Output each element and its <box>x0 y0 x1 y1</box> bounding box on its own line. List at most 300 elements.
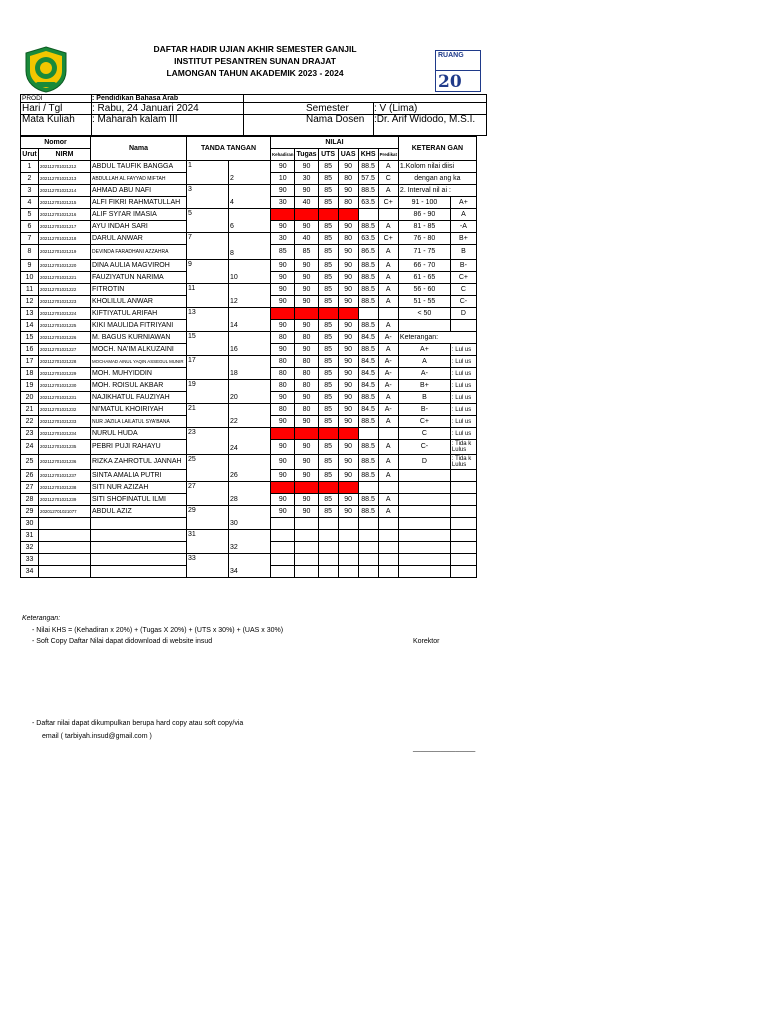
cell-nama: NAJIKHATUL FAUZIYAH <box>91 392 187 404</box>
cell-khs <box>358 542 378 554</box>
cell-predikat: A <box>378 344 398 356</box>
cell-nirm: 202112701021224 <box>39 308 91 320</box>
cell-signature-left: 15 <box>187 332 229 344</box>
cell-signature-left <box>187 296 229 308</box>
keterangan-grade: A+ <box>450 197 476 209</box>
cell-signature-right <box>229 455 271 470</box>
keterangan-interval: B- <box>398 404 450 416</box>
cell-tugas: 80 <box>295 368 318 380</box>
cell-predikat: A <box>378 416 398 428</box>
cell-uas: 90 <box>338 455 358 470</box>
cell-uts: 85 <box>318 296 338 308</box>
cell-predikat: A <box>378 245 398 260</box>
keterangan-interval <box>398 518 450 530</box>
cell-signature-left <box>187 470 229 482</box>
cell-urut: 26 <box>21 470 39 482</box>
keterangan-interval: C+ <box>398 416 450 428</box>
cell-khs: 88.5 <box>358 296 378 308</box>
cell-nama: MOCH. NA'IM ALKUZAINI <box>91 344 187 356</box>
table-row <box>21 296 477 308</box>
cell-khs: 88.5 <box>358 185 378 197</box>
cell-uas <box>338 482 358 494</box>
keterangan-note: 1.Kolom nilai diisi <box>398 161 476 173</box>
keterangan-interval <box>398 542 450 554</box>
cell-nirm: 202112701021231 <box>39 392 91 404</box>
cell-uas <box>338 566 358 578</box>
table-row <box>21 494 477 506</box>
cell-signature-right: 20 <box>229 392 271 404</box>
cell-signature-right: 4 <box>229 197 271 209</box>
cell-signature-left <box>187 566 229 578</box>
cell-khs: 88.5 <box>358 260 378 272</box>
cell-khs <box>358 428 378 440</box>
cell-urut: 24 <box>21 440 39 455</box>
cell-tugas: 90 <box>295 416 318 428</box>
cell-signature-right <box>229 161 271 173</box>
info-block <box>20 94 487 136</box>
cell-tugas: 90 <box>295 344 318 356</box>
cell-tugas: 90 <box>295 161 318 173</box>
cell-uts <box>318 554 338 566</box>
cell-kehadiran: 90 <box>271 284 295 296</box>
keterangan-interval: C- <box>398 440 450 455</box>
cell-nirm: 202112701021233 <box>39 416 91 428</box>
cell-kehadiran <box>271 308 295 320</box>
keterangan-grade: C+ <box>450 272 476 284</box>
keterangan-interval <box>398 506 450 518</box>
cell-predikat: A <box>378 392 398 404</box>
keterangan-grade <box>450 494 476 506</box>
cell-khs: 84.5 <box>358 380 378 392</box>
keterangan-interval <box>398 320 450 332</box>
cell-signature-left: 5 <box>187 209 229 221</box>
cell-nirm: 202112701021229 <box>39 368 91 380</box>
institute-logo <box>22 45 70 93</box>
doc-title-line3: LAMONGAN TAHUN AKADEMIK 2023 - 2024 <box>166 68 344 78</box>
cell-khs: 84.5 <box>358 332 378 344</box>
cell-nama: KHOLILUL ANWAR <box>91 296 187 308</box>
cell-khs: 84.5 <box>358 368 378 380</box>
cell-kehadiran: 90 <box>271 455 295 470</box>
ruang-label: RUANG <box>436 51 480 71</box>
keterangan-interval: 91 - 100 <box>398 197 450 209</box>
cell-predikat <box>378 209 398 221</box>
cell-nama: ABDULLAH AL FAYYAD MIFTAH <box>91 173 187 185</box>
cell-nama: NI'MATUL KHOIRIYAH <box>91 404 187 416</box>
cell-predikat: A <box>378 494 398 506</box>
cell-nirm <box>39 530 91 542</box>
cell-signature-right: 16 <box>229 344 271 356</box>
cell-uas: 90 <box>338 506 358 518</box>
cell-signature-left <box>187 272 229 284</box>
cell-uas: 90 <box>338 470 358 482</box>
keterangan-grade: : Lul us <box>450 416 476 428</box>
cell-signature-right: 2 <box>229 173 271 185</box>
hari-label: Hari / Tgl <box>22 103 63 114</box>
cell-kehadiran: 90 <box>271 221 295 233</box>
cell-kehadiran: 10 <box>271 173 295 185</box>
table-row <box>21 260 477 272</box>
cell-tugas <box>295 518 318 530</box>
keterangan-interval: 81 - 85 <box>398 221 450 233</box>
cell-kehadiran: 90 <box>271 494 295 506</box>
dosen-label: Nama Dosen <box>243 115 373 135</box>
cell-nirm: 202112701021237 <box>39 470 91 482</box>
cell-khs <box>358 518 378 530</box>
cell-predikat: A <box>378 455 398 470</box>
cell-urut: 1 <box>21 161 39 173</box>
keterangan-interval <box>398 566 450 578</box>
cell-signature-right <box>229 428 271 440</box>
hari-value: : Rabu, 24 Januari 2024 <box>91 103 242 114</box>
cell-tugas: 90 <box>295 470 318 482</box>
cell-signature-right <box>229 380 271 392</box>
korektor-label: Korektor <box>413 638 440 645</box>
cell-nama: AYU INDAH SARI <box>91 221 187 233</box>
table-row <box>21 542 477 554</box>
keterangan-grade: : Lul us <box>450 368 476 380</box>
cell-predikat <box>378 308 398 320</box>
prodi-value: : Pendidikan Bahasa Arab <box>91 95 242 102</box>
cell-urut: 2 <box>21 173 39 185</box>
cell-predikat <box>378 530 398 542</box>
cell-khs: 86.5 <box>358 245 378 260</box>
keterangan-note: dengan ang ka <box>398 173 476 185</box>
table-row <box>21 392 477 404</box>
cell-signature-right <box>229 233 271 245</box>
keterangan-grade: : Tida k Lulus <box>450 440 476 455</box>
cell-uas: 90 <box>338 404 358 416</box>
ruang-number: 20 <box>438 72 462 92</box>
cell-uts: 85 <box>318 197 338 209</box>
cell-kehadiran: 80 <box>271 404 295 416</box>
cell-predikat: A- <box>378 356 398 368</box>
cell-nirm: 202112701021223 <box>39 296 91 308</box>
cell-signature-right <box>229 554 271 566</box>
cell-kehadiran: 90 <box>271 416 295 428</box>
cell-nirm: 202112701021222 <box>39 284 91 296</box>
cell-nirm <box>39 542 91 554</box>
cell-khs: 88.5 <box>358 272 378 284</box>
cell-signature-left <box>187 368 229 380</box>
mk-label: Mata Kuliah <box>22 115 75 125</box>
cell-signature-left: 11 <box>187 284 229 296</box>
cell-signature-right <box>229 284 271 296</box>
cell-kehadiran: 90 <box>271 161 295 173</box>
keterangan-grade: D <box>450 308 476 320</box>
cell-tugas: 80 <box>295 332 318 344</box>
cell-signature-left: 1 <box>187 161 229 173</box>
cell-kehadiran: 80 <box>271 332 295 344</box>
cell-tugas <box>295 530 318 542</box>
mk-value: : Maharah kalam III <box>91 115 242 135</box>
cell-nama: MOH. ROISUL AKBAR <box>91 380 187 392</box>
table-row <box>21 197 477 209</box>
keterangan-interval <box>398 494 450 506</box>
cell-uas <box>338 530 358 542</box>
keterangan-interval: A+ <box>398 344 450 356</box>
cell-uas: 90 <box>338 416 358 428</box>
cell-nama <box>91 554 187 566</box>
cell-nirm: 202112701021238 <box>39 482 91 494</box>
keterangan-interval: 66 - 70 <box>398 260 450 272</box>
cell-signature-left <box>187 245 229 260</box>
doc-title-line2: INSTITUT PESANTREN SUNAN DRAJAT <box>174 56 336 66</box>
keterangan-interval <box>398 482 450 494</box>
keterangan-interval: 71 - 75 <box>398 245 450 260</box>
cell-signature-left: 19 <box>187 380 229 392</box>
cell-tugas: 80 <box>295 380 318 392</box>
cell-uts: 85 <box>318 356 338 368</box>
cell-nama: RIZKA ZAHROTUL JANNAH <box>91 455 187 470</box>
keterangan-grade: B <box>450 245 476 260</box>
cell-signature-left <box>187 320 229 332</box>
table-row <box>21 272 477 284</box>
cell-nama: ABDUL TAUFIK BANGGA <box>91 161 187 173</box>
cell-khs: 88.5 <box>358 344 378 356</box>
cell-signature-right <box>229 356 271 368</box>
cell-predikat: A <box>378 260 398 272</box>
cell-signature-right <box>229 506 271 518</box>
cell-signature-right <box>229 404 271 416</box>
cell-uts: 85 <box>318 161 338 173</box>
cell-kehadiran <box>271 518 295 530</box>
cell-uts <box>318 428 338 440</box>
cell-urut: 8 <box>21 245 39 260</box>
cell-urut: 7 <box>21 233 39 245</box>
keterangan-grade: C <box>450 284 476 296</box>
cell-khs: 88.5 <box>358 470 378 482</box>
cell-nirm: 202112701021227 <box>39 344 91 356</box>
cell-uas: 90 <box>338 272 358 284</box>
cell-uas <box>338 542 358 554</box>
cell-tugas: 90 <box>295 455 318 470</box>
cell-signature-right <box>229 185 271 197</box>
col-uas: UAS <box>338 149 358 161</box>
table-row <box>21 161 477 173</box>
cell-nirm: 202112701021221 <box>39 272 91 284</box>
dosen-value: :Dr. Arif Widodo, M.S.I. <box>373 115 488 135</box>
keterangan-interval: B+ <box>398 380 450 392</box>
cell-urut: 33 <box>21 554 39 566</box>
doc-title-line1: DAFTAR HADIR UJIAN AKHIR SEMESTER GANJIL <box>153 44 357 54</box>
cell-urut: 18 <box>21 368 39 380</box>
cell-urut: 5 <box>21 209 39 221</box>
cell-khs: 88.5 <box>358 416 378 428</box>
cell-signature-left: 25 <box>187 455 229 470</box>
cell-uas: 90 <box>338 185 358 197</box>
cell-uas: 90 <box>338 380 358 392</box>
cell-predikat <box>378 518 398 530</box>
cell-uts: 85 <box>318 404 338 416</box>
cell-nama: DINA AULIA MAGVIROH <box>91 260 187 272</box>
keterangan-grade: : Tida k Lulus <box>450 455 476 470</box>
table-row <box>21 440 477 455</box>
cell-urut: 25 <box>21 455 39 470</box>
cell-urut: 17 <box>21 356 39 368</box>
col-tanda-tangan: TANDA TANGAN <box>187 137 271 161</box>
table-row <box>21 380 477 392</box>
keterangan-note: 2. Interval nil ai : <box>398 185 476 197</box>
cell-nama: DEVINDA FARADHANI AZZAHRA <box>91 245 187 260</box>
cell-urut: 31 <box>21 530 39 542</box>
table-row <box>21 530 477 542</box>
cell-nama: SITI NUR AZIZAH <box>91 482 187 494</box>
cell-tugas <box>295 209 318 221</box>
cell-signature-right: 30 <box>229 518 271 530</box>
cell-nama: KIFTIYATUL ARIFAH <box>91 308 187 320</box>
cell-uts: 85 <box>318 260 338 272</box>
table-row <box>21 455 477 470</box>
col-keterangan: KETERAN GAN <box>398 137 476 161</box>
cell-tugas <box>295 542 318 554</box>
cell-uts: 85 <box>318 185 338 197</box>
keterangan-grade <box>450 554 476 566</box>
cell-nama: ALIF SYI'AR IMASIA <box>91 209 187 221</box>
keterangan-interval <box>398 530 450 542</box>
note-softcopy: - Soft Copy Daftar Nilai dapat didownload di website insud <box>32 638 213 645</box>
cell-nirm <box>39 518 91 530</box>
cell-nama: NURUL HUDA <box>91 428 187 440</box>
cell-uas <box>338 518 358 530</box>
cell-kehadiran <box>271 530 295 542</box>
table-row <box>21 332 477 344</box>
cell-signature-right <box>229 332 271 344</box>
table-row <box>21 209 477 221</box>
keterangan-grade: A <box>450 209 476 221</box>
keterangan-grade: : Lul us <box>450 356 476 368</box>
cell-signature-left: 7 <box>187 233 229 245</box>
cell-tugas: 90 <box>295 440 318 455</box>
cell-uts <box>318 542 338 554</box>
cell-nama: MOCHAMAD AINUL YAQIN ASSEGUL MUNIR <box>91 356 187 368</box>
cell-khs: 84.5 <box>358 356 378 368</box>
cell-uas <box>338 308 358 320</box>
cell-nirm: 202112701021239 <box>39 494 91 506</box>
cell-nama <box>91 566 187 578</box>
cell-nirm: 202112701021226 <box>39 332 91 344</box>
cell-tugas: 85 <box>295 245 318 260</box>
cell-nama: KIKI MAULIDA FITRIYANI <box>91 320 187 332</box>
prodi-label: PRODI <box>22 95 43 102</box>
cell-uas: 90 <box>338 260 358 272</box>
cell-nama <box>91 530 187 542</box>
table-row <box>21 308 477 320</box>
keterangan-grade: : Lul us <box>450 392 476 404</box>
cell-uas: 90 <box>338 296 358 308</box>
cell-uts: 85 <box>318 455 338 470</box>
keterangan-grade: B- <box>450 260 476 272</box>
notes-title: Keterangan: <box>22 615 61 622</box>
cell-tugas: 90 <box>295 494 318 506</box>
cell-predikat: A <box>378 470 398 482</box>
table-row <box>21 356 477 368</box>
cell-kehadiran <box>271 209 295 221</box>
cell-predikat: C+ <box>378 197 398 209</box>
keterangan-grade <box>450 530 476 542</box>
cell-predikat <box>378 482 398 494</box>
cell-uts: 85 <box>318 245 338 260</box>
cell-kehadiran: 90 <box>271 470 295 482</box>
ruang-box <box>435 50 481 92</box>
cell-kehadiran: 80 <box>271 368 295 380</box>
cell-nirm <box>39 566 91 578</box>
cell-signature-right: 28 <box>229 494 271 506</box>
cell-urut: 13 <box>21 308 39 320</box>
cell-khs: 88.5 <box>358 506 378 518</box>
semester-value: : V (Lima) <box>373 103 488 114</box>
cell-uas: 80 <box>338 233 358 245</box>
cell-nirm: 202112701021212 <box>39 161 91 173</box>
cell-signature-left <box>187 173 229 185</box>
cell-nirm: 202112701021217 <box>39 221 91 233</box>
cell-nirm: 202112701021228 <box>39 356 91 368</box>
cell-signature-left: 13 <box>187 308 229 320</box>
cell-nama: SITI SHOFINATUL ILMI <box>91 494 187 506</box>
cell-predikat: A <box>378 284 398 296</box>
keterangan-interval: 76 - 80 <box>398 233 450 245</box>
cell-khs <box>358 566 378 578</box>
cell-signature-left: 27 <box>187 482 229 494</box>
cell-signature-left <box>187 542 229 554</box>
cell-nama: M. BAGUS KURNIAWAN <box>91 332 187 344</box>
cell-urut: 32 <box>21 542 39 554</box>
table-row <box>21 482 477 494</box>
keterangan-note: Keterangan: <box>398 332 476 344</box>
cell-signature-left <box>187 221 229 233</box>
cell-nama: NUR JAZILA LAILATUL SYA'BANA <box>91 416 187 428</box>
col-urut: Urut <box>21 149 39 161</box>
cell-signature-left: 9 <box>187 260 229 272</box>
col-nomor: Nomor <box>21 137 91 149</box>
keterangan-interval: < 50 <box>398 308 450 320</box>
cell-uts <box>318 518 338 530</box>
keterangan-interval <box>398 554 450 566</box>
cell-signature-right <box>229 530 271 542</box>
note-email: email ( tarbiyah.insud@gmail.com ) <box>42 733 152 740</box>
keterangan-interval: A- <box>398 368 450 380</box>
cell-khs <box>358 482 378 494</box>
cell-predikat: A- <box>378 368 398 380</box>
note-khs-formula: - Nilai KHS = (Kehadiran x 20%) + (Tugas X 20%) + (UTS x 30%) + (UAS x 30%) <box>32 627 284 634</box>
cell-uas: 90 <box>338 356 358 368</box>
cell-nirm: 202112701021235 <box>39 440 91 455</box>
cell-uas: 90 <box>338 332 358 344</box>
cell-uts: 85 <box>318 470 338 482</box>
cell-urut: 12 <box>21 296 39 308</box>
cell-urut: 19 <box>21 380 39 392</box>
cell-khs: 88.5 <box>358 455 378 470</box>
cell-khs: 88.5 <box>358 284 378 296</box>
cell-uts: 85 <box>318 173 338 185</box>
col-khs: KHS <box>358 149 378 161</box>
cell-urut: 6 <box>21 221 39 233</box>
cell-uts: 85 <box>318 440 338 455</box>
keterangan-grade <box>450 518 476 530</box>
cell-urut: 11 <box>21 284 39 296</box>
cell-tugas <box>295 308 318 320</box>
cell-khs: 88.5 <box>358 494 378 506</box>
cell-urut: 23 <box>21 428 39 440</box>
cell-signature-right: 24 <box>229 440 271 455</box>
keterangan-interval: C <box>398 428 450 440</box>
cell-predikat: A <box>378 161 398 173</box>
cell-tugas: 90 <box>295 296 318 308</box>
cell-signature-left: 17 <box>187 356 229 368</box>
cell-uas <box>338 209 358 221</box>
col-nilai: NILAI <box>271 137 399 149</box>
cell-nama: AHMAD ABU NAFI <box>91 185 187 197</box>
